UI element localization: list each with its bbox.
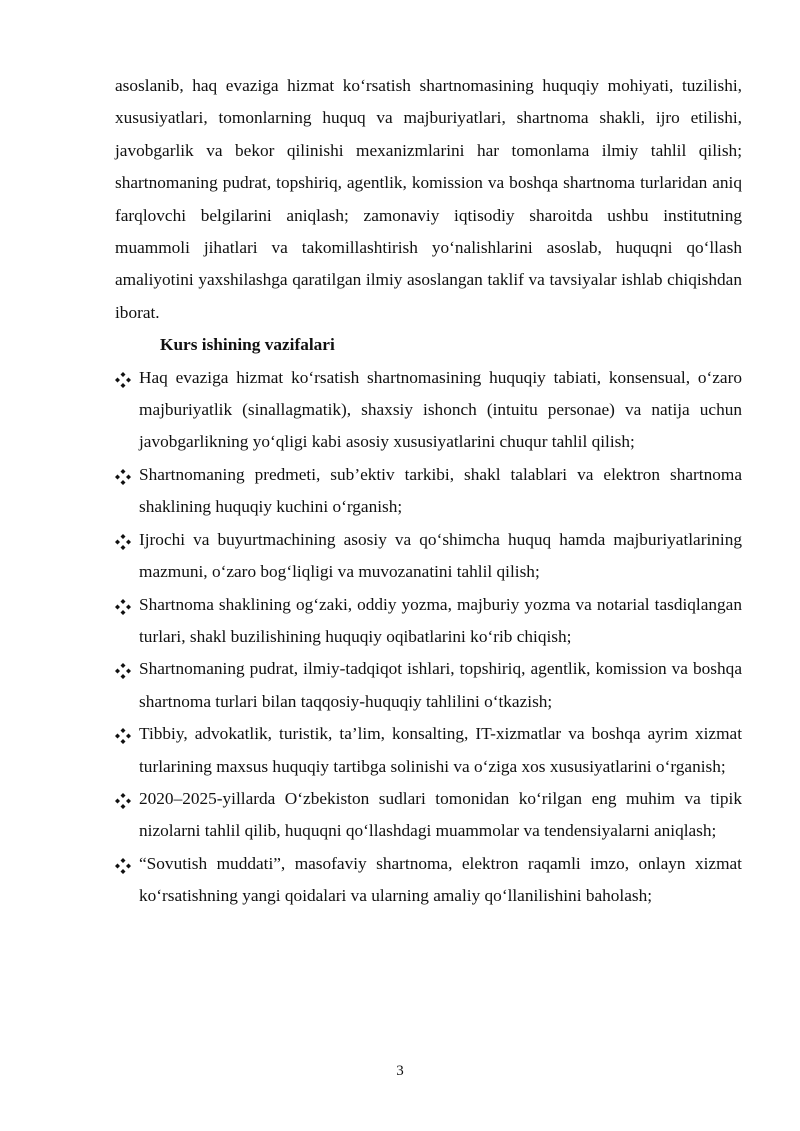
document-page	[115, 70, 742, 913]
task-text: Haq evaziga hizmat ko‘rsatish shartnomasining huquqiy tabiati, konsensual, o‘zaro majburiyatlik (sinallagmatik), shaxsiy ishonch (intuitu personae) va natija uchun javobgarlikning yo‘qligi kabi asosiy xususiyatlarini chuqur tahlil qilish;	[139, 367, 742, 452]
intro-paragraph: asoslanib, haq evaziga hizmat ko‘rsatish shartnomasining huquqiy mohiyati, tuzilishi, xususiyatlari, tomonlarning huquq va majburiyatlari, shartnoma shakli, ijro etilishi, javobgarlik va bekor qilinishi mexanizmlarini har tomonlama ilmiy tahlil qilish; shartnomaning pudrat, topshiriq, agentlik, komission va boshqa shartnoma turlaridan aniq farqlovchi belgilarini aniqlash; zamonaviy iqtisodiy sharoitda ushbu institutning muammoli jihatlari va takomillashtirish yo‘nalishlarini asoslab, huquqni qo‘llash amaliyotini yaxshilashga qaratilgan ilmiy asoslangan taklif va tavsiyalar ishlab chiqishdan iborat.	[115, 76, 742, 322]
four-diamond-bullet-icon	[115, 728, 131, 744]
four-diamond-bullet-icon	[115, 534, 131, 550]
task-text: 2020–2025-yillarda O‘zbekiston sudlari tomonidan ko‘rilgan eng muhim va tipik nizolarni tahlil qilib, huquqni qo‘llashdagi muammolar va tendensiyalarni aniqlash;	[139, 788, 742, 841]
task-item	[115, 848, 742, 913]
tasks-list	[115, 362, 742, 913]
page-number: 3	[396, 1063, 404, 1079]
four-diamond-bullet-icon	[115, 663, 131, 679]
task-text: Tibbiy, advokatlik, turistik, ta’lim, konsalting, IT-xizmatlar va boshqa ayrim xizmat turlarining maxsus huquqiy tartibga solinishi va o‘ziga xos xususiyatlarini o‘rganish;	[139, 724, 742, 776]
task-text: Shartnomaning predmeti, sub’ektiv tarkibi, shakl talablari va elektron shartnoma shaklining huquqiy kuchini o‘rganish;	[139, 464, 742, 517]
task-item	[115, 589, 742, 654]
task-text: Shartnomaning pudrat, ilmiy-tadqiqot ishlari, topshiriq, agentlik, komission va boshqa shartnoma turlari bilan taqqosiy-huquqiy tahlilini o‘tkazish;	[139, 659, 742, 711]
task-item	[115, 362, 742, 459]
task-item	[115, 718, 742, 783]
four-diamond-bullet-icon	[115, 372, 131, 388]
task-text: “Sovutish muddati”, masofaviy shartnoma, elektron raqamli imzo, onlayn xizmat ko‘rsatishning yangi qoidalari va ularning amaliy qo‘llanilishini baholash;	[139, 853, 742, 906]
four-diamond-bullet-icon	[115, 793, 131, 809]
four-diamond-bullet-icon	[115, 858, 131, 874]
task-item	[115, 524, 742, 589]
task-item	[115, 653, 742, 718]
task-item	[115, 783, 742, 848]
four-diamond-bullet-icon	[115, 599, 131, 615]
task-item	[115, 459, 742, 524]
four-diamond-bullet-icon	[115, 469, 131, 485]
tasks-heading: Kurs ishining vazifalari	[160, 335, 335, 355]
task-text: Ijrochi va buyurtmachining asosiy va qo‘shimcha huquq hamda majburiyatlarining mazmuni, o‘zaro bog‘liqligi va muvozanatini tahlil qilish;	[139, 529, 742, 582]
task-text: Shartnoma shaklining og‘zaki, oddiy yozma, majburiy yozma va notarial tasdiqlangan turlari, shakl buzilishining huquqiy oqibatlarini ko‘rib chiqish;	[139, 594, 742, 646]
